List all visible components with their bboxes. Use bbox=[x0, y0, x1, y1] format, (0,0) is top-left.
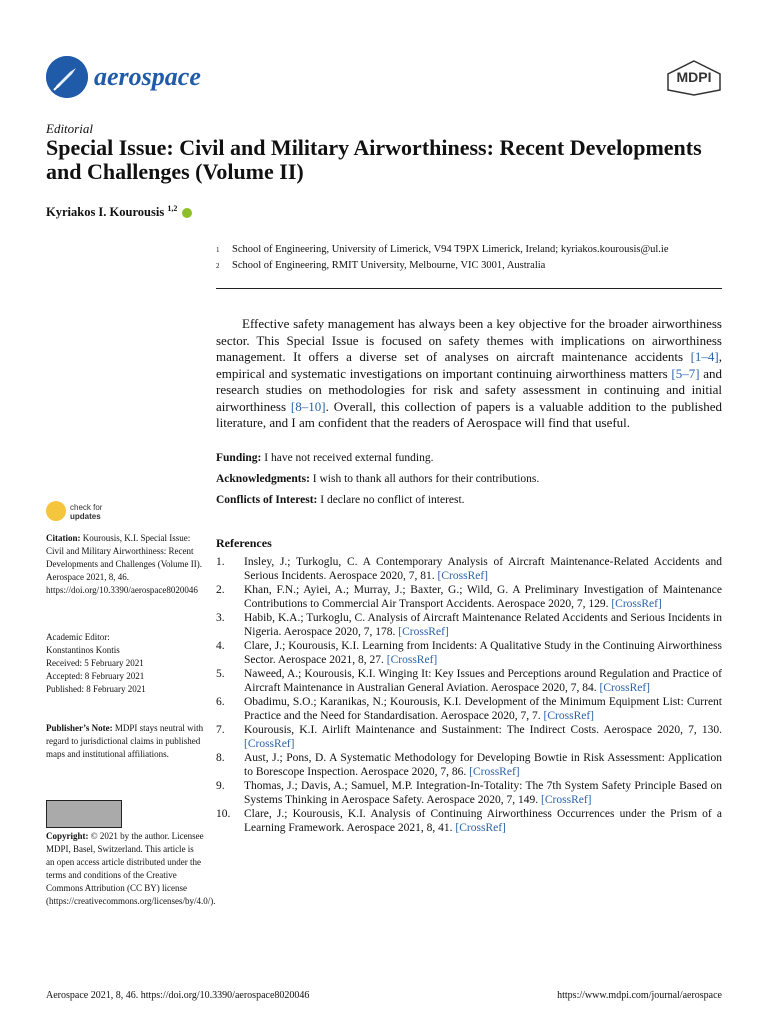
affiliation-2 bbox=[216, 258, 716, 274]
crossref-link[interactable]: [CrossRef] bbox=[469, 766, 520, 778]
reference-text: Kourousis, K.I. Airlift Maintenance and Sustainment: The Indirect Costs. Aerospace 2020, 7, 130. bbox=[244, 724, 722, 736]
reference-number: 3. bbox=[216, 612, 225, 624]
acknowledgments-statement bbox=[216, 473, 722, 485]
reference-number: 4. bbox=[216, 640, 225, 652]
funding-text: I have not received external funding. bbox=[261, 452, 434, 464]
reference-number: 5. bbox=[216, 668, 225, 680]
journal-header bbox=[46, 56, 722, 106]
reference-item bbox=[216, 751, 722, 779]
crossref-link[interactable]: [CrossRef] bbox=[541, 794, 592, 806]
author-name: Kyriakos I. Kourousis bbox=[46, 205, 165, 220]
copyright-block: Copyright: © 2021 by the author. Licensee MDPI, Basel, Switzerland. This article is an open access article distributed under the terms and conditions of the Creative Commons Attribution (CC BY) license (https://creativecommons.org/licenses/by/4.0/). bbox=[46, 831, 216, 906]
body-text: . Overall, this collection of papers is a valuable addition to the published literature, and I am confident that the readers of Aerospace will find that useful. bbox=[216, 398, 722, 430]
publisher-name: MDPI bbox=[676, 69, 712, 85]
footer-journal-url[interactable]: https://www.mdpi.com/journal/aerospace bbox=[557, 990, 722, 1001]
body-text: , empirical and systematic investigations on important continuing airworthiness matters bbox=[216, 349, 722, 381]
reference-item bbox=[216, 667, 722, 695]
publisher-note: Publisher’s Note: MDPI stays neutral with regard to jurisdictional claims in published maps and institutional affiliations. bbox=[46, 723, 204, 759]
funding-statement bbox=[216, 452, 722, 464]
crossref-link[interactable]: [CrossRef] bbox=[398, 626, 449, 638]
reference-item bbox=[216, 639, 722, 667]
citation-link[interactable]: [8–10] bbox=[290, 398, 326, 414]
body-paragraph bbox=[216, 316, 722, 432]
reference-text: Naweed, A.; Kourousis, K.I. Winging It: Key Issues and Perceptions around Regulation and Practice of Aircraft Maintenance in Australian General Aviation. Aerospace 2020, 7, 84. bbox=[244, 668, 722, 694]
reference-item bbox=[216, 611, 722, 639]
crossref-link[interactable]: [CrossRef] bbox=[455, 822, 506, 834]
reference-item bbox=[216, 583, 722, 611]
reference-number: 6. bbox=[216, 696, 225, 708]
citation-link[interactable]: [5–7] bbox=[671, 365, 700, 381]
rocket-logo-icon bbox=[46, 56, 88, 98]
body-text: Effective safety management has always been a key objective for the broader airworthiness sector. This Special Issue is focused on safety themes with implications on airworthiness management. It offers a diverse set of analyses on aircraft maintenance accidents bbox=[216, 316, 722, 364]
crossref-link[interactable]: [CrossRef] bbox=[244, 738, 295, 750]
references-heading: References bbox=[216, 536, 272, 550]
reference-text: Obadimu, S.O.; Karanikas, N.; Kourousis, K.I. Development of the Minimum Equipment List: Current Practice and the Need for Standardisation. Aerospace 2020, 7, 7. bbox=[244, 696, 722, 722]
affiliation-1 bbox=[216, 242, 716, 258]
affiliation-text: School of Engineering, University of Limerick, V94 T9PX Limerick, Ireland; kyriakos.kourousis@ul.ie bbox=[232, 244, 669, 255]
reference-number: 7. bbox=[216, 724, 225, 736]
citation-block: Citation: Kourousis, K.I. Special Issue: Civil and Military Airworthiness: Recent Developments and Challenges (Volume II). Aerospace 2021, 8, 46. https://doi.org/10.3390/aerospace8020046 bbox=[46, 533, 203, 595]
orcid-icon[interactable] bbox=[182, 208, 192, 218]
funding-label: Funding: bbox=[216, 452, 262, 464]
article-title: Special Issue: Civil and Military Airworthiness: Recent Developments and Challenges (Volume II) bbox=[46, 135, 702, 184]
affiliation-text: School of Engineering, RMIT University, Melbourne, VIC 3001, Australia bbox=[232, 260, 546, 271]
crossref-link[interactable]: [CrossRef] bbox=[543, 710, 595, 722]
acknowledgments-label: Acknowledgments: bbox=[216, 473, 310, 485]
reference-number: 2. bbox=[216, 584, 225, 596]
check-for-updates-label: check for updates bbox=[70, 503, 103, 521]
reference-number: 8. bbox=[216, 752, 225, 764]
reference-text: Thomas, J.; Davis, A.; Samuel, M.P. Integration-In-Totality: The 7th System Safety Principle Based on Systems Thinking in Aerospace Safety. Aerospace 2020, 7, 149. bbox=[244, 780, 722, 806]
crossref-link[interactable]: [CrossRef] bbox=[437, 570, 489, 582]
reference-text: Clare, J.; Kourousis, K.I. Learning from Incidents: A Qualitative Study in the Continuing Airworthiness Sector. Aerospace 2021, 8, 27. bbox=[244, 640, 722, 666]
mdpi-logo-icon[interactable] bbox=[666, 60, 722, 96]
conflicts-text: I declare no conflict of interest. bbox=[317, 494, 465, 506]
conflicts-statement bbox=[216, 494, 722, 506]
check-for-updates-icon bbox=[46, 501, 66, 521]
reference-item bbox=[216, 779, 722, 807]
reference-text: Insley, J.; Turkoglu, C. A Contemporary Analysis of Aircraft Maintenance-Related Accidents and Serious Incidents. Aerospace 2020, 7, 81. bbox=[244, 556, 722, 582]
author-line bbox=[46, 204, 192, 220]
affiliation-number: 2 bbox=[216, 262, 220, 270]
citation-link[interactable]: [1–4] bbox=[690, 349, 719, 364]
reference-item bbox=[216, 723, 722, 751]
editor-block: Academic Editor: Konstantinos Kontis Received: 5 February 2021 Accepted: 8 February 2021 Published: 8 February 2021 bbox=[46, 632, 146, 694]
affiliation-number: 1 bbox=[216, 246, 220, 254]
affiliations bbox=[216, 242, 716, 274]
reference-number: 1. bbox=[216, 556, 225, 568]
reference-text: Khan, F.N.; Ayiei, A.; Murray, J.; Baxter, G.; Wild, G. A Preliminary Investigation of Maintenance Contributions to Commercial Air Transport Accidents. Aerospace 2020, 7, 129. bbox=[244, 584, 722, 610]
divider bbox=[216, 288, 722, 289]
author-affiliation-marks: 1,2 bbox=[167, 204, 178, 213]
page-footer bbox=[46, 990, 722, 1001]
reference-text: Aust, J.; Pons, D. A Systematic Methodology for Developing Bowtie in Risk Assessment: Application to Borescope Inspection. Aerospace 2020, 7, 86. bbox=[244, 752, 722, 778]
cc-by-icon[interactable] bbox=[46, 800, 122, 828]
check-for-updates-button[interactable] bbox=[46, 500, 200, 524]
crossref-link[interactable]: [CrossRef] bbox=[599, 682, 651, 694]
reference-text: Clare, J.; Kourousis, K.I. Analysis of Continuing Airworthiness Occurrences under the Prism of a Learning Framework. Aerospace 2021, 8, 41. bbox=[244, 808, 722, 834]
footer-citation: Aerospace 2021, 8, 46. https://doi.org/10.3390/aerospace8020046 bbox=[46, 990, 310, 1001]
reference-item bbox=[216, 555, 722, 583]
reference-text: Habib, K.A.; Turkoglu, C. Analysis of Aircraft Maintenance Related Accidents and Serious Incidents in Nigeria. Aerospace 2020, 7, 178. bbox=[244, 612, 722, 638]
reference-number: 10. bbox=[216, 808, 231, 820]
reference-number: 9. bbox=[216, 780, 225, 792]
journal-name[interactable]: aerospace bbox=[94, 62, 201, 91]
body-text: and research studies on methodologies for risk and safety assessment in continuing and initial airworthiness bbox=[216, 365, 722, 414]
reference-item bbox=[216, 807, 722, 835]
references-list bbox=[216, 555, 722, 835]
crossref-link[interactable]: [CrossRef] bbox=[386, 654, 438, 666]
reference-item bbox=[216, 695, 722, 723]
acknowledgments-text: I wish to thank all authors for their contributions. bbox=[309, 473, 540, 485]
conflicts-label: Conflicts of Interest: bbox=[216, 494, 318, 506]
article-type: Editorial bbox=[46, 121, 93, 136]
crossref-link[interactable]: [CrossRef] bbox=[611, 598, 662, 610]
